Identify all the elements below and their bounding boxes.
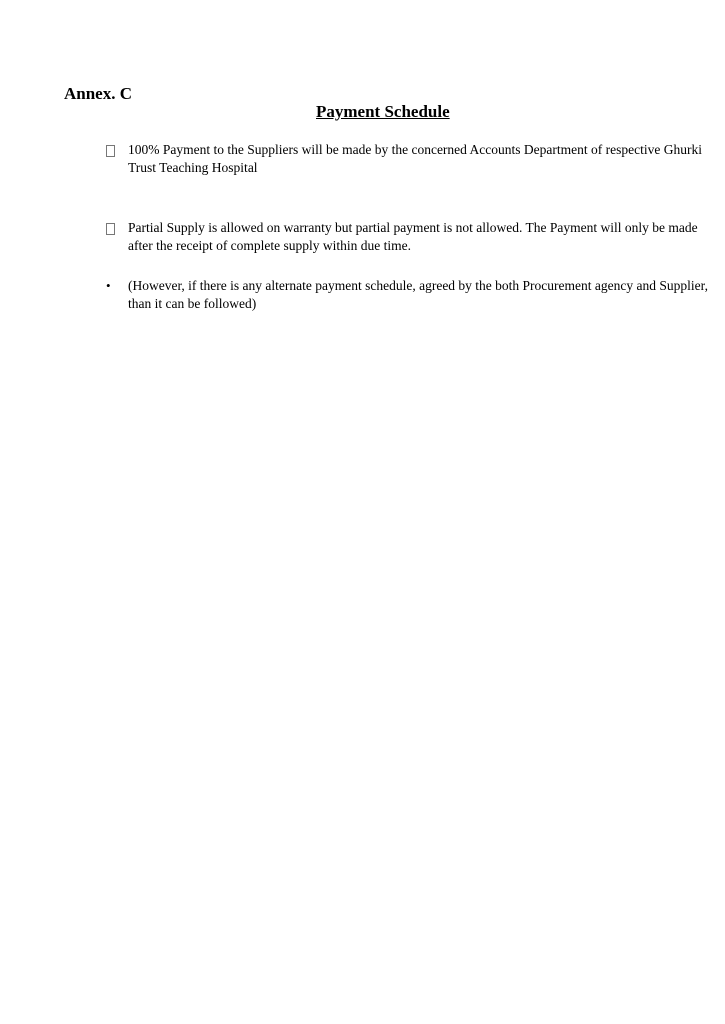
list-item-text: 100% Payment to the Suppliers will be made by the concerned Accounts Department of respective Ghurki Trust Teaching Hospital <box>128 142 702 175</box>
checkbox-bullet-icon <box>100 141 120 162</box>
bullet-dot-icon: • <box>106 278 111 293</box>
checkbox-bullet-icon <box>100 219 120 240</box>
page-title: Payment Schedule <box>316 102 450 121</box>
annex-label: Annex. C <box>64 84 133 103</box>
list-item-text: Partial Supply is allowed on warranty but partial payment is not allowed. The Payment will only be made after the receipt of complete supply within due time. <box>128 220 698 253</box>
list-item-text: (However, if there is any alternate payment schedule, agreed by the both Procurement agency and Supplier, than it can be followed) <box>128 278 708 311</box>
